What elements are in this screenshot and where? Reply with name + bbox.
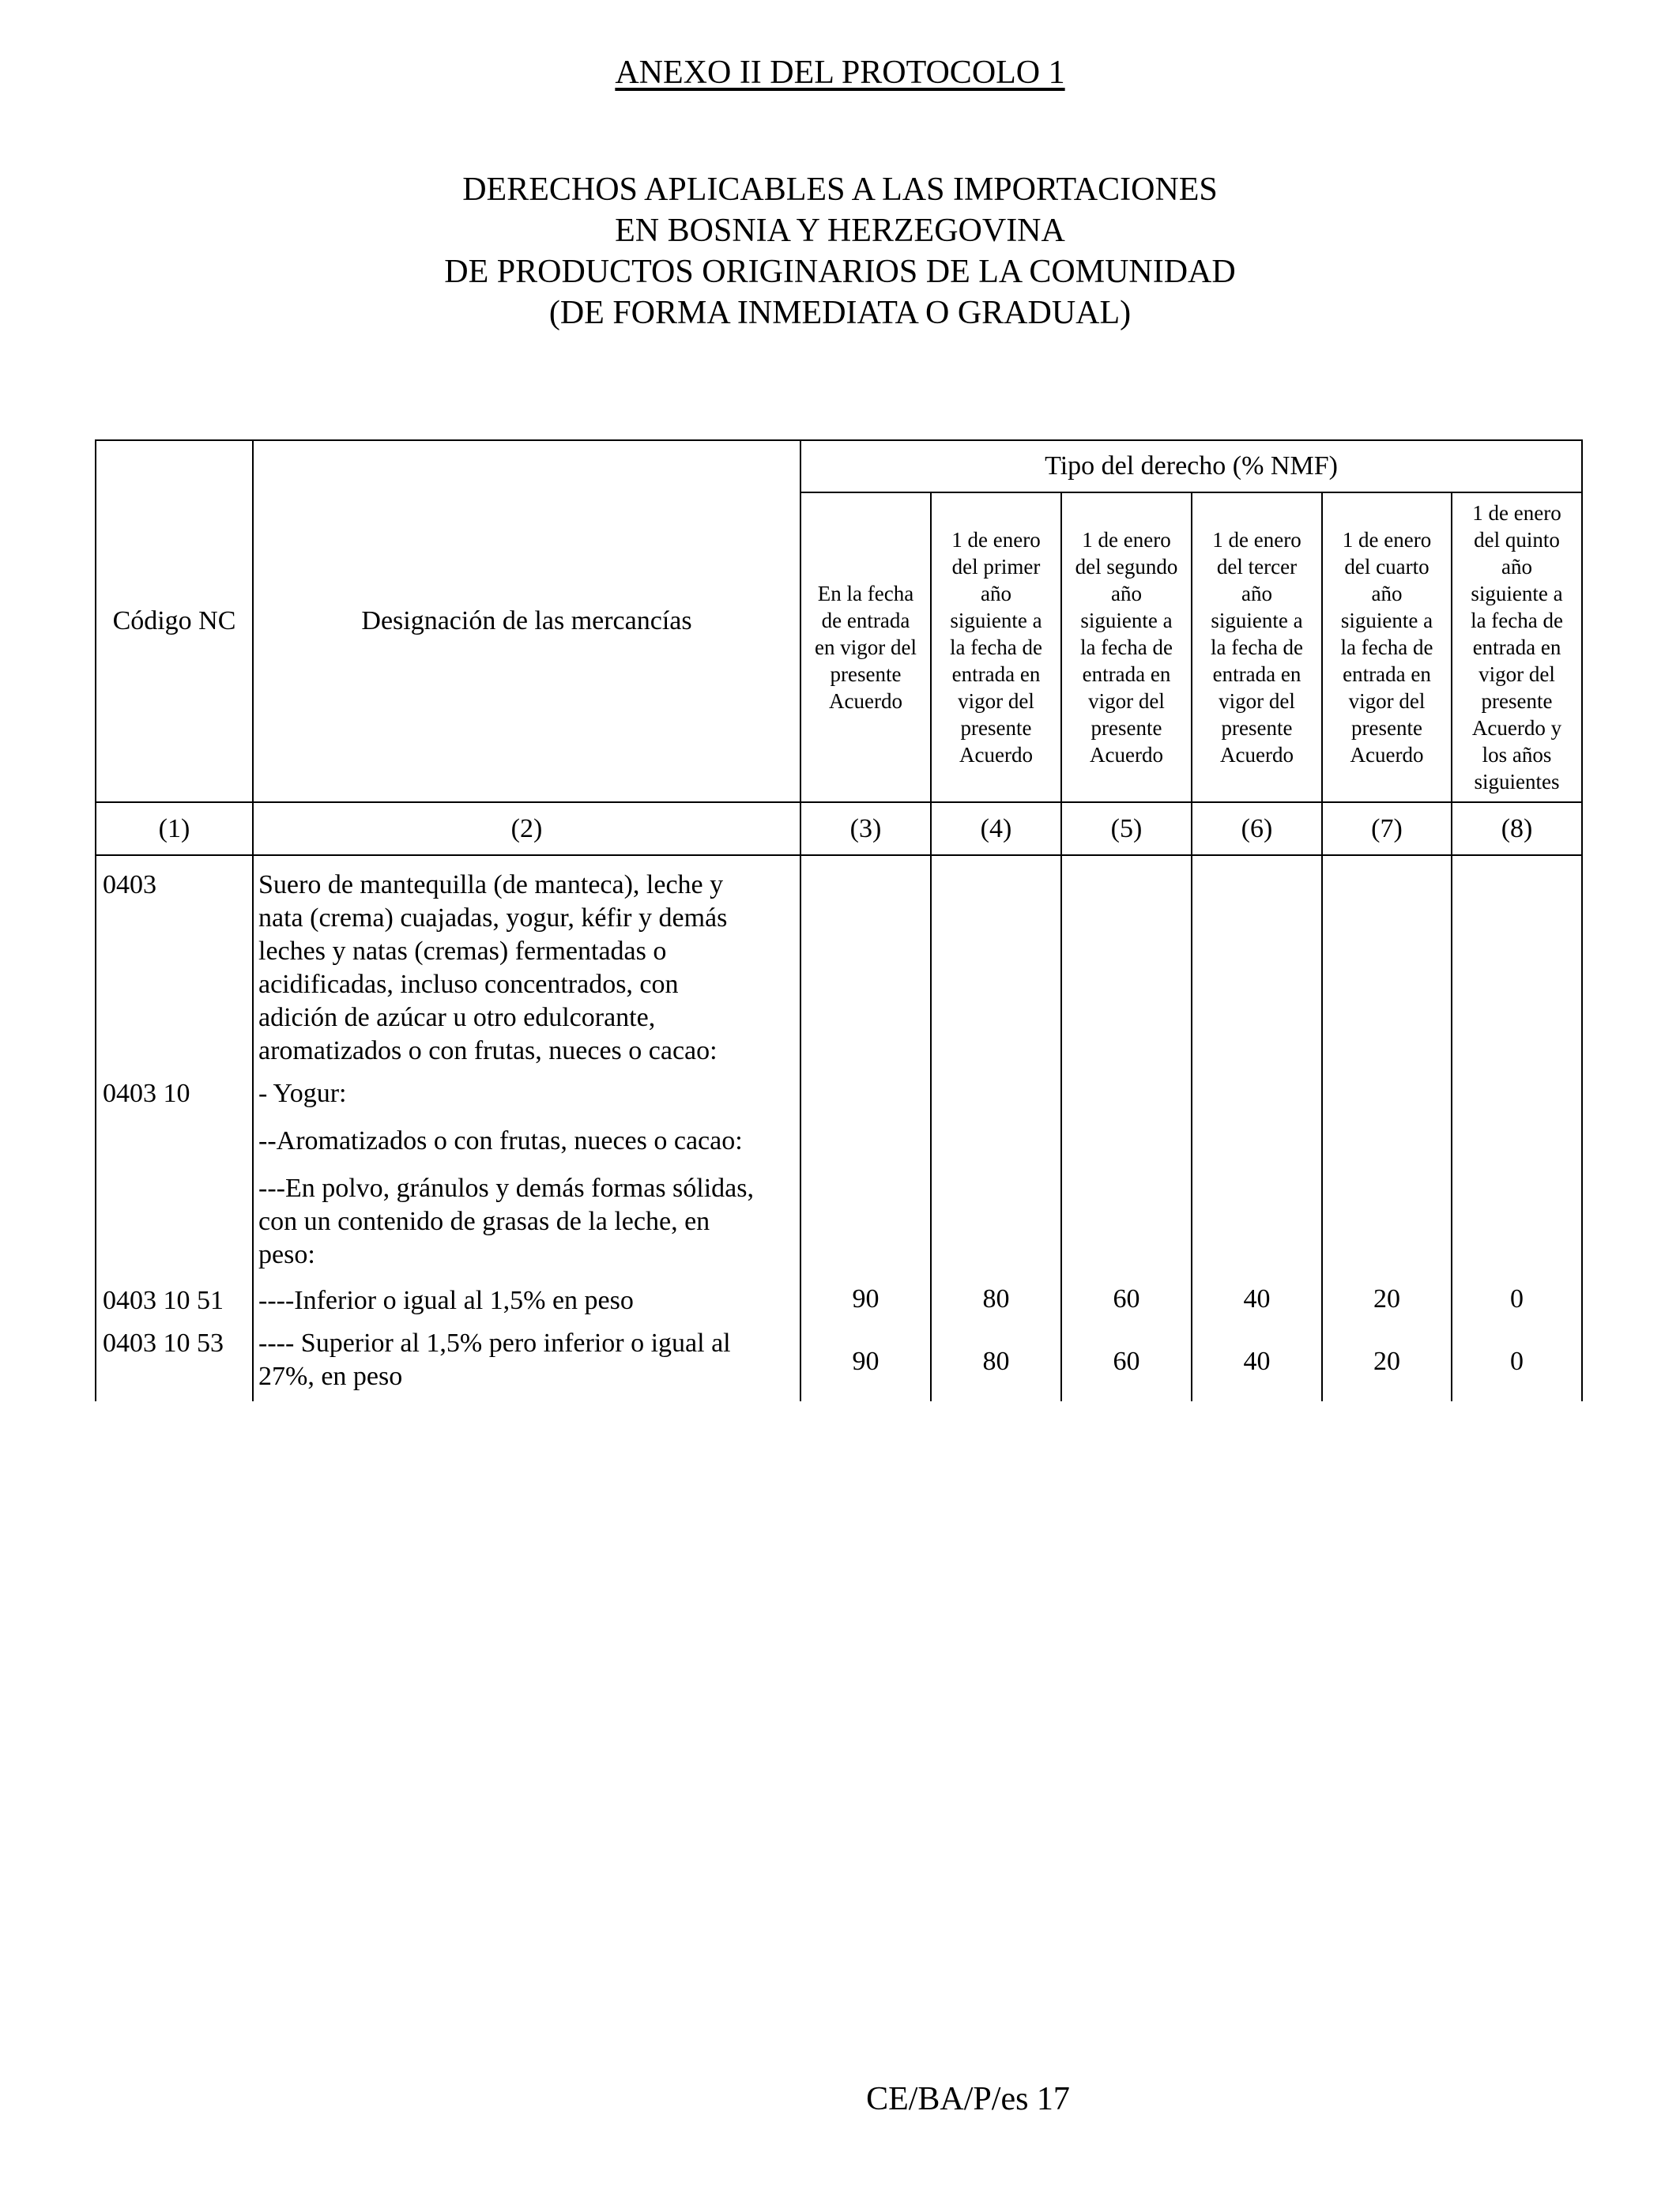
subheader-line: siguiente a [950, 609, 1042, 632]
duty-value-cell [1322, 855, 1452, 1072]
subheader-line: presente [1481, 689, 1553, 713]
duty-value-cell [1322, 1163, 1452, 1276]
subheader-line: Acuerdo y [1471, 716, 1562, 740]
column-number: (1) [96, 802, 253, 855]
subheader-line: año [1241, 582, 1272, 605]
table-row [96, 1276, 1582, 1322]
column-number: (8) [1452, 802, 1582, 855]
subheader-line: vigor del [1348, 689, 1426, 713]
description-line: --Aromatizados o con frutas, nueces o cacao: [258, 1126, 743, 1155]
table-row [96, 1115, 1582, 1163]
duty-value-cell [1452, 1072, 1582, 1115]
subheader-line: siguiente a [1340, 609, 1433, 632]
cn-code-cell [96, 1163, 253, 1276]
description-line: nata (crema) cuajadas, yogur, kéfir y demás [258, 903, 728, 933]
description-cell [253, 1115, 800, 1163]
duty-value-cell [931, 855, 1061, 1072]
subheader-line: Acuerdo [959, 743, 1033, 767]
column-number: (3) [800, 802, 931, 855]
column-number: (2) [253, 802, 800, 855]
subheader-line: del tercer [1216, 555, 1298, 579]
subheader-line: entrada en [1343, 662, 1431, 686]
header-description: Designación de las mercancías [253, 440, 800, 802]
annex-title-text: ANEXO II DEL PROTOCOLO 1 [615, 55, 1065, 91]
duty-value-cell [1452, 1115, 1582, 1163]
duty-value-cell: 20 [1322, 1276, 1452, 1322]
tariff-table [95, 439, 1581, 1401]
subheader-col-3 [800, 492, 931, 802]
subheader-line: 1 de enero [1082, 528, 1171, 552]
description-cell [253, 1322, 800, 1401]
description-line: ----Inferior o igual al 1,5% en peso [258, 1286, 634, 1315]
duty-value-cell: 0 [1452, 1322, 1582, 1401]
table-row [96, 1072, 1582, 1115]
subheader-line: la fecha de [950, 635, 1042, 659]
subheader-line: siguiente a [1080, 609, 1173, 632]
duty-value-cell [1061, 1163, 1192, 1276]
duty-value-cell: 40 [1192, 1276, 1322, 1322]
subheader-line: en vigor del [815, 635, 917, 659]
description-line: leches y natas (cremas) fermentadas o [258, 937, 667, 966]
header-row [96, 440, 1582, 492]
subheader-line: presente [1090, 716, 1162, 740]
subheader-line: del segundo [1075, 555, 1178, 579]
subheader-col-5 [1061, 492, 1192, 802]
duty-value-cell [1452, 855, 1582, 1072]
subheader-line: 1 de enero [1472, 501, 1561, 525]
cn-code-cell [96, 1115, 253, 1163]
subheader-line: presente [1351, 716, 1422, 740]
subheader-line: presente [830, 662, 902, 686]
duty-value-cell [1192, 1072, 1322, 1115]
duty-value-cell: 60 [1061, 1322, 1192, 1401]
duty-value-cell [931, 1163, 1061, 1276]
subheader-line: 1 de enero [1342, 528, 1432, 552]
table-row [96, 855, 1582, 1072]
subheader-line: entrada en [951, 662, 1041, 686]
table-row [96, 1322, 1582, 1401]
duty-value-cell [1322, 1072, 1452, 1115]
subheader-line: la fecha de [1211, 635, 1303, 659]
subheader-line: año [1111, 582, 1142, 605]
description-line: ---- Superior al 1,5% pero inferior o igual al [258, 1329, 731, 1358]
cn-code-cell: 0403 10 51 [96, 1276, 253, 1322]
duty-value-cell [1192, 1163, 1322, 1276]
duty-value-cell [1322, 1115, 1452, 1163]
description-line: peso: [258, 1240, 315, 1269]
duty-value-cell: 20 [1322, 1322, 1452, 1401]
column-number-row [96, 802, 1582, 855]
subheader-line: siguiente a [1471, 582, 1563, 605]
duty-value-cell: 80 [931, 1322, 1061, 1401]
duty-value-cell [800, 1115, 931, 1163]
subheader-line: presente [960, 716, 1032, 740]
description-line: 27%, en peso [258, 1362, 403, 1391]
duty-value-cell [800, 855, 931, 1072]
main-title-line: (DE FORMA INMEDIATA O GRADUAL) [548, 295, 1132, 331]
duty-value-cell [1452, 1163, 1582, 1276]
duty-value-cell [1061, 1115, 1192, 1163]
subheader-col-8 [1452, 492, 1582, 802]
subheader-col-4 [931, 492, 1061, 802]
subheader-line: vigor del [1088, 689, 1165, 713]
description-line: aromatizados o con frutas, nueces o cacao: [258, 1036, 718, 1065]
description-line: adición de azúcar u otro edulcorante, [258, 1003, 656, 1032]
subheader-line: vigor del [1219, 689, 1295, 713]
subheader-line: entrada en [1472, 635, 1561, 659]
subheader-line: Acuerdo [1220, 743, 1294, 767]
duty-value-cell: 40 [1192, 1322, 1322, 1401]
header-code: Código NC [96, 440, 253, 802]
duty-value-cell [1192, 855, 1322, 1072]
duty-value-cell: 90 [800, 1276, 931, 1322]
subheader-col-7 [1322, 492, 1452, 802]
subheader-line: vigor del [958, 689, 1034, 713]
table-row [96, 1163, 1582, 1276]
subheader-line: los años [1482, 743, 1552, 767]
main-title-line: DERECHOS APLICABLES A LAS IMPORTACIONES [462, 172, 1218, 208]
subheader-line: presente [1221, 716, 1293, 740]
main-title-line: DE PRODUCTOS ORIGINARIOS DE LA COMUNIDAD [444, 254, 1236, 290]
duty-value-cell [931, 1072, 1061, 1115]
subheader-line: Acuerdo [829, 689, 902, 713]
subheader-line: año [1371, 582, 1403, 605]
subheader-line: del primer [951, 555, 1041, 579]
duty-value-cell [1061, 1072, 1192, 1115]
duty-value-cell [1061, 855, 1192, 1072]
subheader-line: En la fecha [817, 582, 914, 605]
cn-code-cell: 0403 10 53 [96, 1322, 253, 1401]
subheader-line: 1 de enero [1212, 528, 1301, 552]
header-duty-rate: Tipo del derecho (% NMF) [800, 440, 1582, 492]
annex-title [0, 49, 1680, 96]
duty-value-cell [800, 1072, 931, 1115]
subheader-line: la fecha de [1340, 635, 1433, 659]
description-cell [253, 1163, 800, 1276]
subheader-line: la fecha de [1080, 635, 1173, 659]
subheader-line: siguientes [1474, 770, 1560, 794]
cn-code-cell: 0403 10 [96, 1072, 253, 1115]
subheader-line: la fecha de [1471, 609, 1563, 632]
subheader-line: de entrada [821, 609, 910, 632]
cn-code-cell: 0403 [96, 855, 253, 1072]
subheader-line: año [1501, 555, 1533, 579]
description-cell [253, 855, 800, 1072]
description-line: con un contenido de grasas de la leche, en [258, 1207, 710, 1236]
duty-value-cell: 80 [931, 1276, 1061, 1322]
duty-value-cell [931, 1115, 1061, 1163]
column-number: (5) [1061, 802, 1192, 855]
subheader-line: siguiente a [1211, 609, 1303, 632]
description-cell [253, 1072, 800, 1115]
description-line: Suero de mantequilla (de manteca), leche y [258, 870, 724, 899]
subheader-line: año [981, 582, 1011, 605]
duty-value-cell: 0 [1452, 1276, 1582, 1322]
description-line: ---En polvo, gránulos y demás formas sólidas, [258, 1174, 754, 1203]
table-body [96, 855, 1582, 1401]
column-number: (4) [931, 802, 1061, 855]
duty-value-cell: 60 [1061, 1276, 1192, 1322]
main-title-line: EN BOSNIA Y HERZEGOVINA [615, 213, 1065, 249]
subheader-line: Acuerdo [1350, 743, 1424, 767]
subheader-line: entrada en [1082, 662, 1171, 686]
subheader-col-6 [1192, 492, 1322, 802]
main-title [0, 169, 1680, 334]
duty-value-cell [1192, 1115, 1322, 1163]
subheader-line: vigor del [1478, 662, 1555, 686]
description-line: - Yogur: [258, 1079, 347, 1108]
column-number: (7) [1322, 802, 1452, 855]
subheader-line: Acuerdo [1090, 743, 1163, 767]
description-line: acidificadas, incluso concentrados, con [258, 970, 679, 999]
subheader-line: del cuarto [1344, 555, 1430, 579]
subheader-line: entrada en [1212, 662, 1301, 686]
duty-value-cell [800, 1163, 931, 1276]
description-cell [253, 1276, 800, 1322]
page-footer: CE/BA/P/es 17 [866, 2081, 1070, 2117]
duty-value-cell: 90 [800, 1322, 931, 1401]
subheader-line: 1 de enero [951, 528, 1041, 552]
column-number: (6) [1192, 802, 1322, 855]
subheader-line: del quinto [1474, 528, 1560, 552]
